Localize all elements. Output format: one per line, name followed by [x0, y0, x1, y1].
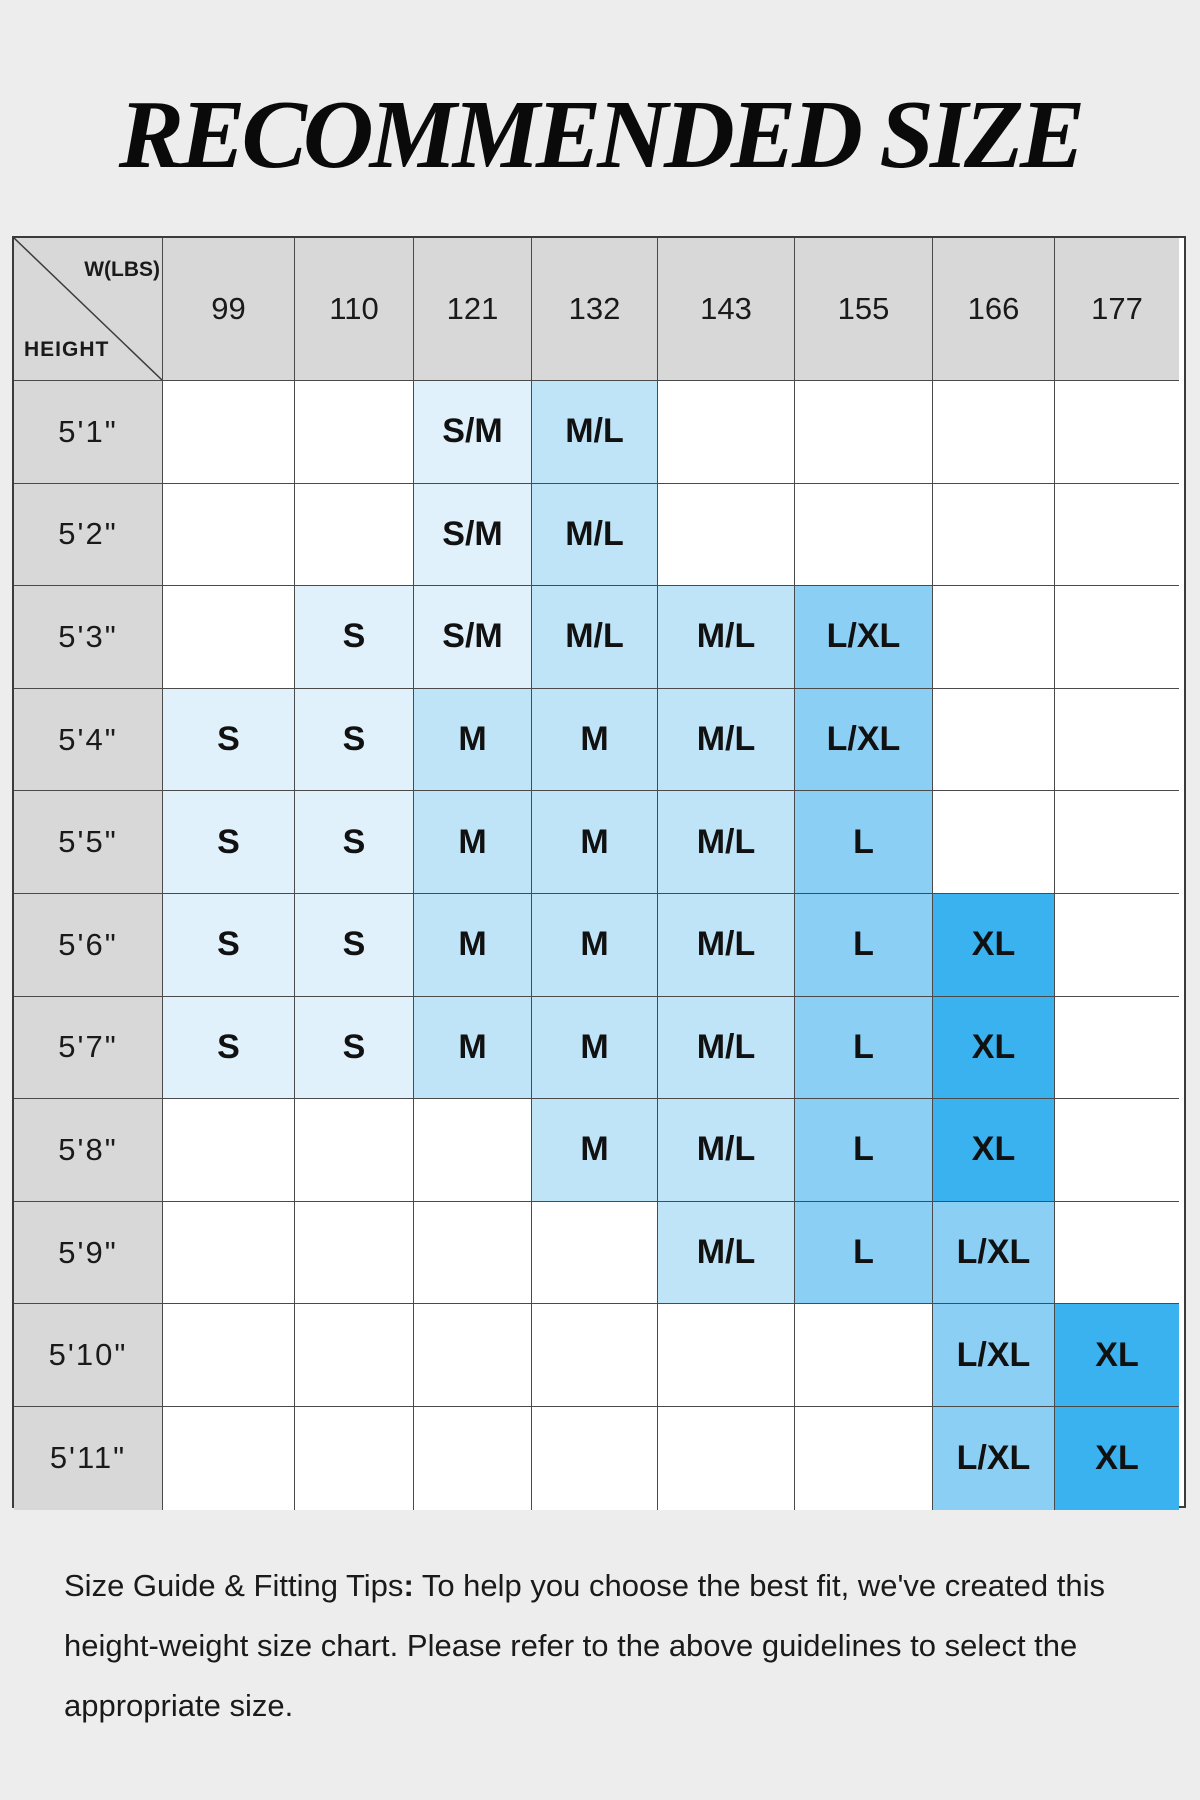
size-cell — [933, 586, 1055, 689]
size-cell — [1055, 586, 1179, 689]
size-cell — [163, 1304, 295, 1407]
size-cell — [532, 1202, 658, 1305]
size-cell — [295, 1304, 414, 1407]
height-row-header: 5'3" — [14, 586, 163, 689]
size-cell: XL — [933, 997, 1055, 1100]
size-cell — [1055, 997, 1179, 1100]
size-cell: M/L — [658, 1202, 795, 1305]
size-cell: S — [295, 894, 414, 997]
size-cell — [933, 381, 1055, 484]
size-cell — [163, 1202, 295, 1305]
size-cell — [795, 381, 933, 484]
size-cell: S — [163, 791, 295, 894]
size-cell: L/XL — [795, 586, 933, 689]
height-row-header: 5'7" — [14, 997, 163, 1100]
size-cell: S — [295, 689, 414, 792]
size-cell: M — [532, 1099, 658, 1202]
size-cell — [414, 1407, 532, 1510]
size-cell — [532, 1407, 658, 1510]
weight-column-header: 99 — [163, 238, 295, 381]
size-cell — [795, 1304, 933, 1407]
table-corner-header — [14, 238, 163, 381]
size-cell: S/M — [414, 381, 532, 484]
size-cell: XL — [1055, 1304, 1179, 1407]
size-guide-note — [64, 1556, 1144, 1736]
size-cell: M/L — [532, 586, 658, 689]
height-row-header: 5'11" — [14, 1407, 163, 1510]
height-row-header: 5'10" — [14, 1304, 163, 1407]
size-cell: XL — [933, 1099, 1055, 1202]
size-cell: L — [795, 1099, 933, 1202]
weight-axis-label: W(LBS) — [84, 258, 160, 281]
weight-column-header: 143 — [658, 238, 795, 381]
size-cell: S/M — [414, 586, 532, 689]
size-cell: S — [295, 586, 414, 689]
height-row-header: 5'5" — [14, 791, 163, 894]
size-cell: M — [414, 791, 532, 894]
size-cell — [795, 484, 933, 587]
size-cell: M — [414, 997, 532, 1100]
size-cell — [295, 381, 414, 484]
size-cell: L — [795, 894, 933, 997]
size-cell — [658, 1304, 795, 1407]
size-chart-table — [12, 236, 1186, 1508]
size-cell: L/XL — [933, 1202, 1055, 1305]
size-cell: L/XL — [933, 1407, 1055, 1510]
size-cell — [163, 1099, 295, 1202]
size-cell: S — [163, 997, 295, 1100]
size-cell — [1055, 1099, 1179, 1202]
size-cell: M/L — [658, 791, 795, 894]
size-cell: M/L — [658, 1099, 795, 1202]
note-text: To help you choose the best fit, we've created this height-weight size chart. Please refer to the above guidelines to select the appropriate size. — [64, 1568, 1105, 1723]
size-cell — [414, 1304, 532, 1407]
size-cell: S — [295, 997, 414, 1100]
size-cell — [933, 791, 1055, 894]
size-cell — [1055, 484, 1179, 587]
height-row-header: 5'4" — [14, 689, 163, 792]
weight-column-header: 155 — [795, 238, 933, 381]
note-label: Size Guide & Fitting Tips — [64, 1568, 404, 1603]
size-cell: M/L — [658, 586, 795, 689]
size-cell — [163, 586, 295, 689]
size-cell: M/L — [532, 484, 658, 587]
size-cell — [414, 1202, 532, 1305]
size-cell: S — [163, 689, 295, 792]
size-cell — [295, 484, 414, 587]
height-row-header: 5'6" — [14, 894, 163, 997]
size-cell — [414, 1099, 532, 1202]
weight-column-header: 177 — [1055, 238, 1179, 381]
size-cell — [795, 1407, 933, 1510]
height-row-header: 5'9" — [14, 1202, 163, 1305]
size-cell — [295, 1202, 414, 1305]
size-cell: M — [532, 997, 658, 1100]
weight-column-header: 121 — [414, 238, 532, 381]
height-row-header: 5'1" — [14, 381, 163, 484]
weight-column-header: 166 — [933, 238, 1055, 381]
note-colon: : — [403, 1568, 414, 1603]
size-cell: M — [414, 689, 532, 792]
size-cell — [658, 1407, 795, 1510]
size-cell — [1055, 894, 1179, 997]
size-cell: L — [795, 1202, 933, 1305]
size-cell: M — [532, 894, 658, 997]
size-cell: S — [295, 791, 414, 894]
size-cell: M/L — [532, 381, 658, 484]
size-cell — [658, 484, 795, 587]
size-cell: M/L — [658, 997, 795, 1100]
size-cell: L/XL — [795, 689, 933, 792]
size-cell: M — [532, 689, 658, 792]
size-cell: XL — [1055, 1407, 1179, 1510]
size-cell: XL — [933, 894, 1055, 997]
size-cell — [163, 381, 295, 484]
size-cell: L — [795, 997, 933, 1100]
size-cell — [295, 1407, 414, 1510]
size-cell — [1055, 689, 1179, 792]
size-cell — [1055, 791, 1179, 894]
size-cell: M/L — [658, 689, 795, 792]
height-row-header: 5'8" — [14, 1099, 163, 1202]
size-cell — [658, 381, 795, 484]
size-cell: S — [163, 894, 295, 997]
size-cell — [933, 689, 1055, 792]
height-row-header: 5'2" — [14, 484, 163, 587]
size-cell — [933, 484, 1055, 587]
size-cell — [295, 1099, 414, 1202]
size-cell — [1055, 1202, 1179, 1305]
size-cell: L — [795, 791, 933, 894]
size-cell: L/XL — [933, 1304, 1055, 1407]
weight-column-header: 110 — [295, 238, 414, 381]
size-cell — [532, 1304, 658, 1407]
weight-column-header: 132 — [532, 238, 658, 381]
size-cell — [1055, 381, 1179, 484]
size-cell: M — [532, 791, 658, 894]
size-cell — [163, 484, 295, 587]
size-cell: M — [414, 894, 532, 997]
page-title: RECOMMENDED SIZE — [118, 81, 1082, 189]
size-cell — [163, 1407, 295, 1510]
size-cell: M/L — [658, 894, 795, 997]
height-axis-label: HEIGHT — [24, 338, 110, 361]
size-cell: S/M — [414, 484, 532, 587]
